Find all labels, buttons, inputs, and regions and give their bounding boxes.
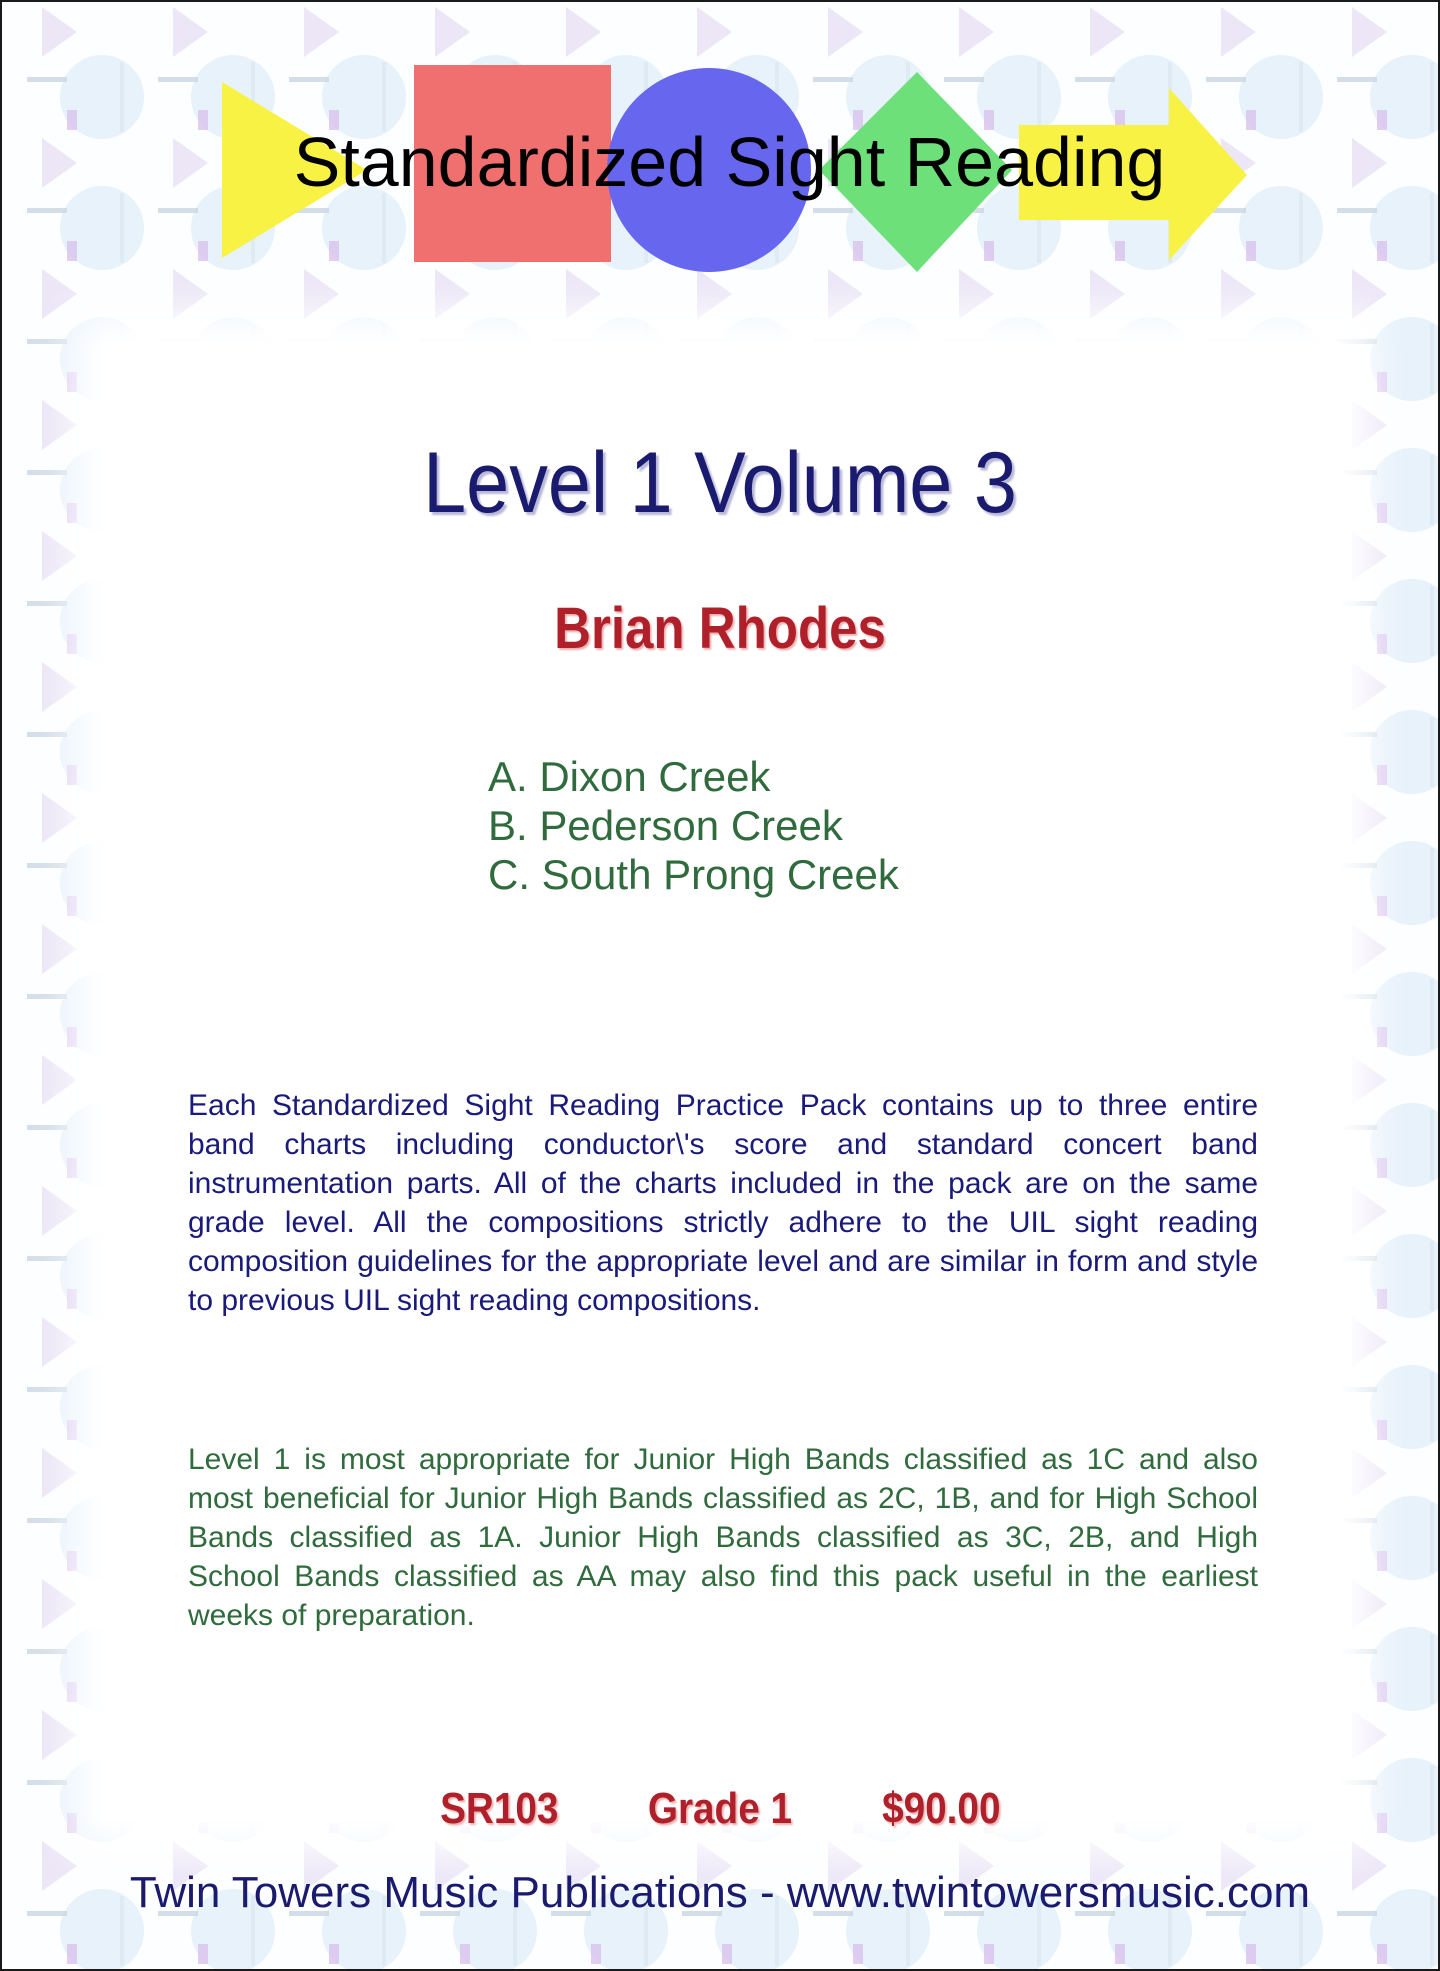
pattern-tile-shape [27, 994, 67, 999]
pattern-tile-shape [1337, 339, 1377, 344]
pattern-tile-shape [158, 77, 198, 82]
pattern-tile-shape [722, 1944, 732, 1964]
piece-list [488, 752, 899, 899]
pattern-tile-shape [42, 138, 77, 188]
pattern-tile-shape [1377, 634, 1387, 654]
pattern-tile-shape [1337, 732, 1377, 737]
pattern-tile-shape [1221, 7, 1256, 57]
pattern-tile-shape [1430, 1110, 1434, 1180]
pattern-tile-shape [1337, 77, 1377, 82]
pattern-tile-shape [1377, 110, 1387, 130]
pattern-tile-shape [1430, 193, 1434, 263]
pattern-tile-shape [67, 1551, 77, 1571]
pattern-tile-shape [1430, 324, 1434, 394]
product-info-row [2, 1784, 1438, 1834]
pattern-tile-shape [591, 1944, 601, 1964]
pattern-tile-shape [1377, 1944, 1387, 1964]
pattern-tile-shape [1430, 586, 1434, 656]
pattern-tile-shape [828, 7, 863, 57]
pack-description: Each Standardized Sight Reading Practice Pack contains up to three entire band charts including conductor\'s score and standard concert band instrumentation parts. All of the charts included in the pack are on the same grade level. All the compositions strictly adhere to the UIL sight reading composition guidelines for the appropriate level and are similar in form and style to previous UIL sight reading compositions. [188, 1089, 1258, 1317]
pattern-tile-shape [67, 372, 77, 392]
pattern-tile-shape [42, 793, 77, 843]
pattern-tile-shape [1377, 1551, 1387, 1571]
pattern-tile-shape [1352, 1055, 1387, 1105]
pattern-tile-shape [27, 1518, 67, 1523]
pattern-tile-shape [1352, 924, 1387, 974]
pattern-tile-shape [1090, 7, 1125, 57]
pattern-tile-shape [42, 1317, 77, 1367]
author-name: Brian Rhodes [554, 596, 886, 661]
pattern-tile-shape [67, 634, 77, 654]
pattern-tile-shape [27, 601, 67, 606]
pattern-tile-shape [1337, 1256, 1377, 1261]
pattern-tile-shape [1337, 994, 1377, 999]
pattern-tile-shape [1377, 372, 1387, 392]
pattern-tile-shape [27, 339, 67, 344]
pattern-tile-shape [67, 1682, 77, 1702]
pattern-tile-shape [1377, 1289, 1387, 1309]
pattern-tile-shape [173, 138, 208, 188]
pattern-tile-shape [1377, 1682, 1387, 1702]
pattern-tile-shape [566, 7, 601, 57]
pattern-tile-shape [1377, 503, 1387, 523]
pattern-tile-shape [697, 7, 732, 57]
pattern-tile-shape [67, 1420, 77, 1440]
pattern-tile-shape [1299, 193, 1303, 263]
pattern-tile-shape [27, 208, 67, 213]
pattern-tile-shape [42, 1186, 77, 1236]
pattern-tile-shape [42, 662, 77, 712]
pattern-tile-shape [304, 7, 339, 57]
pattern-tile-shape [1299, 62, 1303, 132]
pattern-tile-shape [1430, 455, 1434, 525]
pattern-tile-shape [67, 1944, 77, 1964]
pattern-tile-shape [198, 1944, 208, 1964]
pattern-tile-shape [67, 1289, 77, 1309]
pattern-tile-shape [1337, 1387, 1377, 1392]
pattern-tile-shape [1337, 863, 1377, 868]
publisher-footer: Twin Towers Music Publications - www.twintowersmusic.com [129, 1868, 1311, 1917]
level-note: Level 1 is most appropriate for Junior High Bands classified as 1C and also most beneficial for Junior High Bands classified as 2C, 1B, and for High School Bands classified as 1A. Junior High Bands classified as 3C, 2B, and High School Bands classified as AA may also find this pack useful in the earliest weeks of preparation. [188, 1443, 1258, 1632]
pattern-tile-shape [42, 1710, 77, 1760]
pattern-tile-shape [1377, 765, 1387, 785]
pattern-tile-shape [42, 400, 77, 450]
pattern-tile-shape [42, 1579, 77, 1629]
pattern-tile-shape [1352, 793, 1387, 843]
pattern-tile-shape [1377, 1420, 1387, 1440]
pattern-tile-shape [1430, 62, 1434, 132]
pattern-tile-shape [42, 7, 77, 57]
pattern-tile-shape [1115, 1944, 1125, 1964]
pattern-tile-shape [173, 269, 208, 319]
pattern-tile-shape [1430, 848, 1434, 918]
pattern-tile-shape [67, 1027, 77, 1047]
logo [207, 60, 1252, 282]
pattern-tile-shape [67, 241, 77, 261]
pattern-tile-shape [1430, 979, 1434, 1049]
pattern-tile-shape [1337, 1649, 1377, 1654]
pattern-tile-shape [27, 863, 67, 868]
pattern-tile-shape [42, 924, 77, 974]
pattern-tile-shape [42, 531, 77, 581]
pattern-tile-shape [27, 1387, 67, 1392]
pattern-tile-shape [1352, 1186, 1387, 1236]
pattern-tile-shape [1430, 1634, 1434, 1704]
pattern-tile-shape [67, 765, 77, 785]
pattern-tile-shape [158, 208, 198, 213]
pattern-tile-shape [1430, 717, 1434, 787]
pattern-tile-shape [42, 269, 77, 319]
pattern-tile-shape [853, 1944, 863, 1964]
pattern-tile-shape [1352, 1317, 1387, 1367]
product-price: $90.00 [881, 1784, 1001, 1833]
product-grade: Grade 1 [647, 1784, 793, 1833]
pattern-tile-shape [1377, 1027, 1387, 1047]
pattern-tile-shape [1377, 241, 1387, 261]
pattern-tile-shape [67, 896, 77, 916]
pattern-tile-shape [1352, 662, 1387, 712]
pattern-tile-shape [120, 193, 124, 263]
logo-title: Standardized Sight Reading [293, 123, 1166, 201]
pattern-tile-shape [27, 77, 67, 82]
pattern-tile-shape [42, 1448, 77, 1498]
level-volume-title: Level 1 Volume 3 [423, 435, 1017, 531]
pattern-tile-shape [42, 1055, 77, 1105]
pattern-tile-shape [1337, 208, 1377, 213]
pattern-tile-shape [27, 1125, 67, 1130]
pattern-tile-shape [67, 110, 77, 130]
pattern-tile-shape [1337, 1125, 1377, 1130]
pattern-tile-shape [1377, 1158, 1387, 1178]
pattern-tile-shape [435, 7, 470, 57]
pattern-tile-shape [27, 1256, 67, 1261]
pattern-tile-shape [1352, 1710, 1387, 1760]
pattern-tile-shape [1352, 531, 1387, 581]
pattern-tile-shape [1352, 7, 1387, 57]
pattern-tile-shape [329, 1944, 339, 1964]
pattern-tile-shape [1430, 1241, 1434, 1311]
list-item: C. South Prong Creek [488, 851, 899, 898]
pattern-tile-shape [1430, 1372, 1434, 1442]
pattern-tile-shape [27, 470, 67, 475]
pattern-tile-shape [984, 1944, 994, 1964]
pattern-tile-shape [27, 732, 67, 737]
pattern-tile-shape [1377, 896, 1387, 916]
pattern-tile-shape [1352, 1579, 1387, 1629]
product-code: SR103 [439, 1784, 558, 1833]
pattern-tile-shape [1352, 269, 1387, 319]
pattern-tile-shape [27, 1649, 67, 1654]
pattern-tile-shape [120, 62, 124, 132]
pattern-tile-shape [173, 7, 208, 57]
pattern-tile-shape [959, 7, 994, 57]
pattern-tile-shape [67, 1158, 77, 1178]
pattern-tile-shape [460, 1944, 470, 1964]
pattern-tile-shape [1430, 1503, 1434, 1573]
pattern-tile-shape [1337, 1518, 1377, 1523]
list-item: A. Dixon Creek [488, 753, 771, 800]
list-item: B. Pederson Creek [488, 802, 843, 849]
pattern-tile-shape [1352, 138, 1387, 188]
pattern-tile-shape [1246, 1944, 1256, 1964]
pattern-tile-shape [1352, 1448, 1387, 1498]
